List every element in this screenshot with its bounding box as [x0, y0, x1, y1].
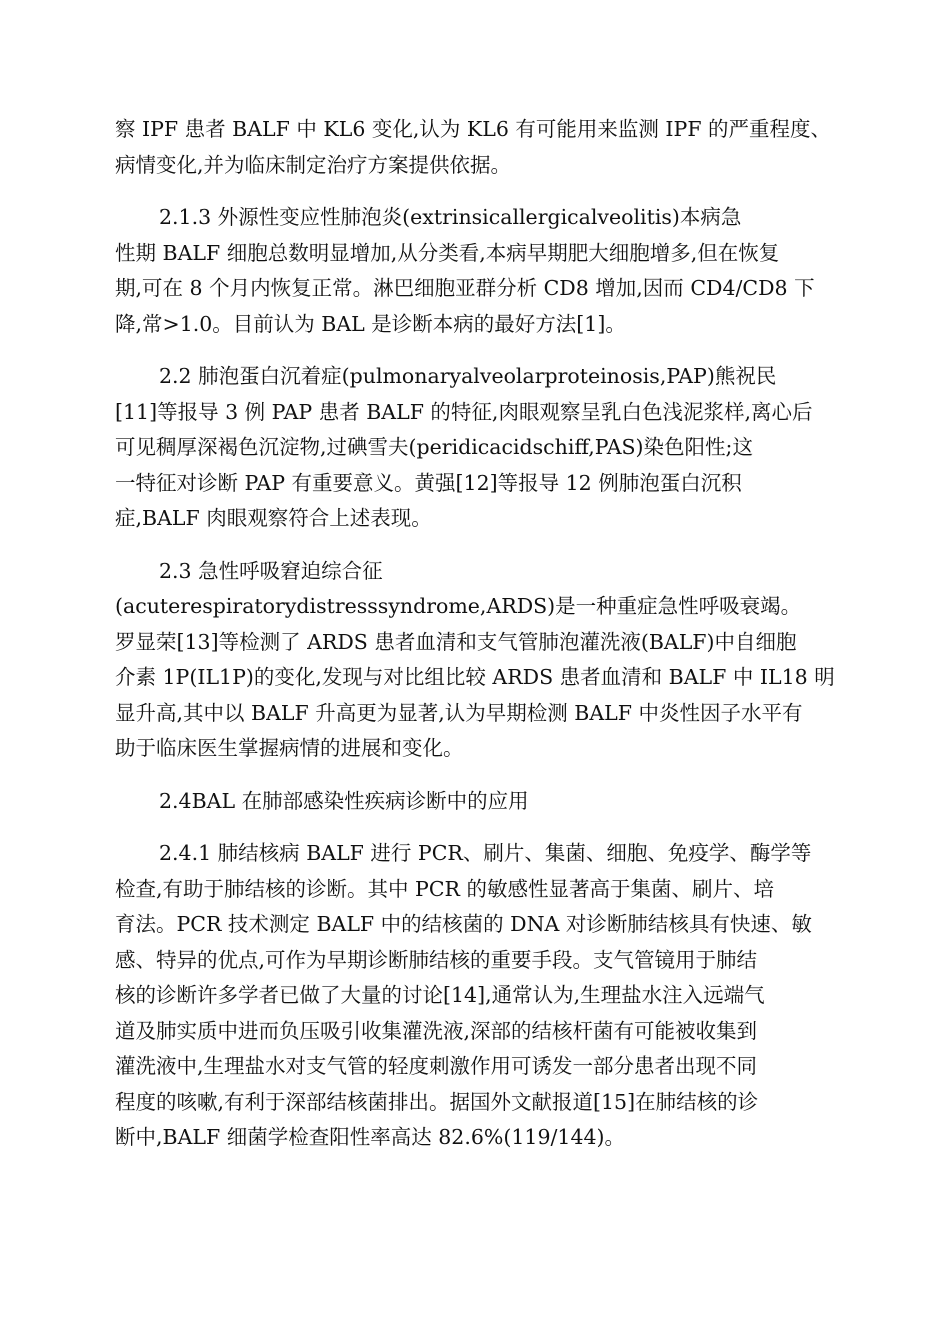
text-line: 检查,有助于肺结核的诊断。其中 PCR 的敏感性显著高于集菌、刷片、培	[115, 876, 774, 901]
paragraph	[115, 359, 845, 537]
text-line: 2.3 急性呼吸窘迫综合征	[159, 558, 383, 583]
text-line: 察 IPF 患者 BALF 中 KL6 变化,认为 KL6 有可能用来监测 IPF 的严重程度、	[115, 117, 832, 141]
paragraph	[115, 784, 845, 820]
text-line: 灌洗液中,生理盐水对支气管的轻度刺激作用可诱发一部分患者出现不同	[115, 1054, 758, 1078]
text-line: 期,可在 8 个月内恢复正常。淋巴细胞亚群分析 CD8 增加,因而 CD4/CD8 下	[115, 276, 815, 300]
text-line: 助于临床医生掌握病情的进展和变化。	[115, 736, 464, 760]
text-line: 育法。PCR 技术测定 BALF 中的结核菌的 DNA 对诊断肺结核具有快速、敏	[115, 912, 812, 936]
text-line: 感、特异的优点,可作为早期诊断肺结核的重要手段。支气管镜用于肺结	[115, 947, 758, 972]
paragraph	[115, 200, 845, 342]
text-line: 2.1.3 外源性变应性肺泡炎(extrinsicallergicalveolitis)本病急	[159, 205, 742, 229]
text-line: 病情变化,并为临床制定治疗方案提供依据。	[115, 152, 512, 177]
text-line: 程度的咳嗽,有利于深部结核菌排出。据国外文献报道[15]在肺结核的诊	[115, 1089, 759, 1114]
text-line: 2.2 肺泡蛋白沉着症(pulmonaryalveolarproteinosis,PAP)熊祝民	[159, 364, 777, 388]
text-line: 症,BALF 肉眼观察符合上述表现。	[115, 506, 432, 530]
text-line: 显升高,其中以 BALF 升高更为显著,认为早期检测 BALF 中炎性因子水平有	[115, 700, 803, 725]
text-line: 可见稠厚深褐色沉淀物,过碘雪夫(peridicacidschiff,PAS)染色阳性;这	[115, 435, 753, 459]
text-line: 降,常>1.0。目前认为 BAL 是诊断本病的最好方法[1]。	[115, 311, 626, 336]
paragraph	[115, 836, 845, 1156]
text-line: [11]等报导 3 例 PAP 患者 BALF 的特征,肉眼观察呈乳白色浅泥浆样,离心后	[115, 399, 813, 424]
text-line: 性期 BALF 细胞总数明显增加,从分类看,本病早期肥大细胞增多,但在恢复	[115, 240, 780, 265]
text-line: 介素 1P(IL1P)的变化,发现与对比组比较 ARDS 患者血清和 BALF 中 IL18 明	[115, 665, 835, 689]
text-line: 2.4BAL 在肺部感染性疾病诊断中的应用	[159, 788, 529, 813]
text-line: 断中,BALF 细菌学检查阳性率高达 82.6%(119/144)。	[115, 1125, 626, 1149]
text-line: 一特征对诊断 PAP 有重要意义。黄强[12]等报导 12 例肺泡蛋白沉积	[115, 470, 742, 495]
document-body	[115, 112, 845, 1173]
paragraph	[115, 554, 845, 767]
text-line: 道及肺实质中进而负压吸引收集灌洗液,深部的结核杆菌有可能被收集到	[115, 1018, 758, 1043]
text-line: 罗显荣[13]等检测了 ARDS 患者血清和支气管肺泡灌洗液(BALF)中自细胞	[115, 629, 797, 654]
text-line: 核的诊断许多学者已做了大量的讨论[14],通常认为,生理盐水注入远端气	[115, 983, 765, 1007]
text-line: 2.4.1 肺结核病 BALF 进行 PCR、刷片、集菌、细胞、免疫学、酶学等	[159, 841, 812, 865]
text-line: (acuterespiratorydistresssyndrome,ARDS)是一种重症急性呼吸衰竭。	[115, 594, 802, 618]
paragraph	[115, 112, 845, 183]
